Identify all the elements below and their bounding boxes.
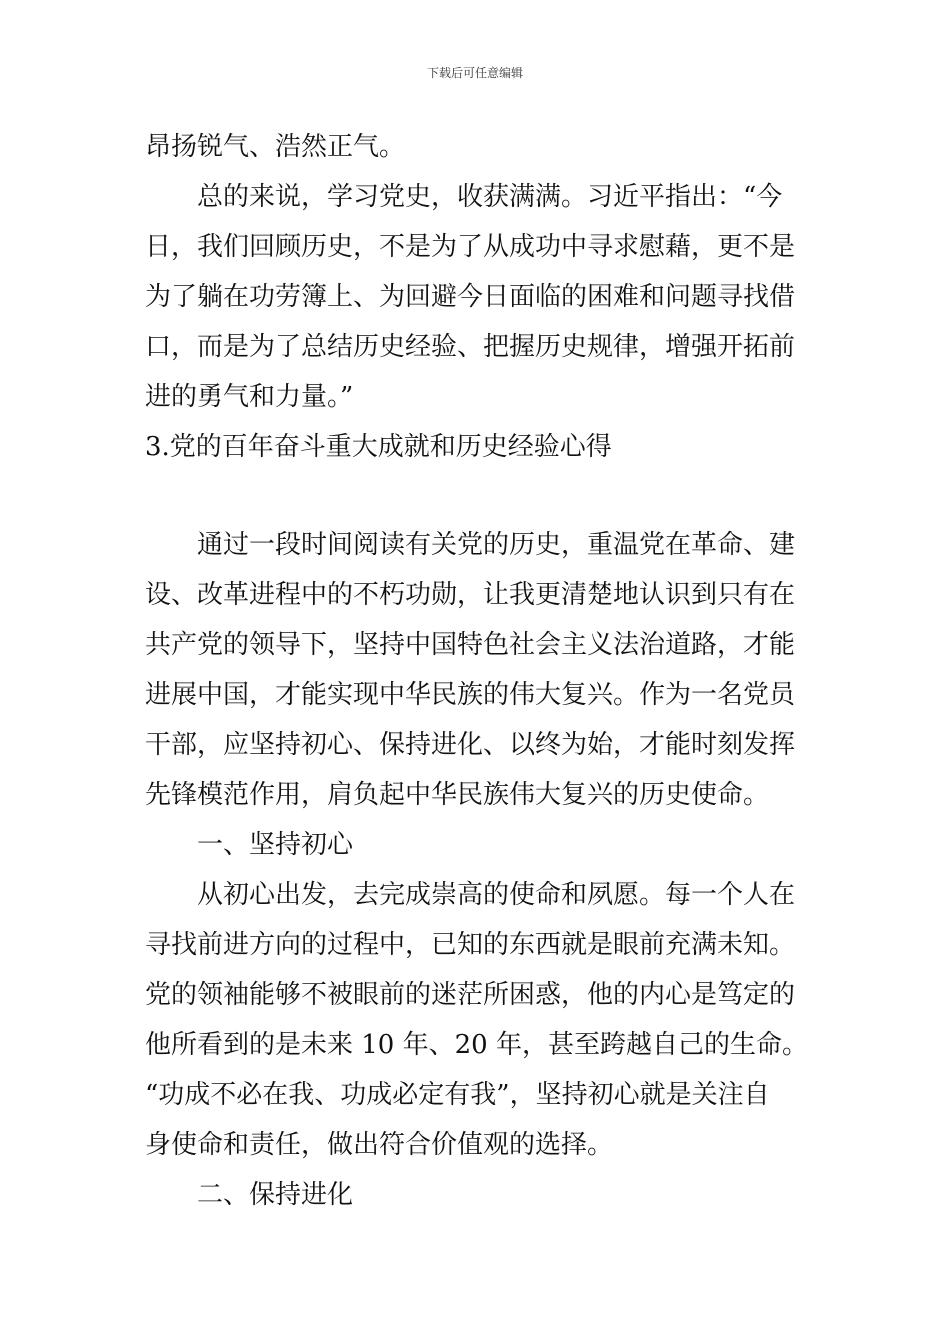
paragraph-one	[145, 870, 810, 1170]
summary-paragraph	[145, 172, 810, 422]
heading-two: 二、保持进化	[197, 1180, 354, 1210]
paragraph-line: 干部，应坚持初心、保持进化、以终为始，才能时刻发挥	[145, 730, 796, 760]
paragraph-line: 日，我们回顾历史，不是为了从成功中寻求慰藉，更不是	[145, 232, 796, 262]
page-header-note: 下载后可任意编辑	[426, 66, 523, 80]
paragraph-line: 共产党的领导下，坚持中国特色社会主义法治道路，才能	[145, 630, 796, 660]
paragraph-line: 口，而是为了总结历史经验、把握历史规律，增强开拓前	[145, 332, 796, 362]
paragraph-line: 进的勇气和力量。”	[145, 382, 354, 412]
blank-line	[145, 472, 810, 520]
paragraph-line: 他所看到的是未来 10 年、20 年，甚至跨越自己的生命。	[145, 1030, 808, 1060]
section-title: 3.党的百年奋斗重大成就和历史经验心得	[145, 432, 612, 462]
paragraph-line: 昂扬锐气、浩然正气。	[145, 132, 406, 162]
paragraph-line: “功成不必在我、功成必定有我”，坚持初心就是关注自	[145, 1080, 770, 1110]
heading-one: 一、坚持初心	[197, 830, 354, 860]
paragraph-line: 身使命和责任，做出符合价值观的选择。	[145, 1130, 614, 1160]
document-body	[145, 122, 810, 1220]
paragraph-line: 党的领袖能够不被眼前的迷茫所困惑，他的内心是笃定的	[145, 980, 796, 1010]
paragraph-line: 设、改革进程中的不朽功勋，让我更清楚地认识到只有在	[145, 580, 796, 610]
paragraph-line: 进展中国，才能实现中华民族的伟大复兴。作为一名党员	[145, 680, 796, 710]
paragraph-line: 先锋模范作用，肩负起中华民族伟大复兴的历史使命。	[145, 780, 770, 810]
paragraph-line: 寻找前进方向的过程中，已知的东西就是眼前充满未知。	[145, 930, 796, 960]
paragraph-line: 总的来说，学习党史，收获满满。习近平指出：“今	[197, 182, 783, 212]
paragraph-line: 从初心出发，去完成崇高的使命和夙愿。每一个人在	[197, 880, 796, 910]
paragraph-line: 为了躺在功劳簿上、为回避今日面临的困难和问题寻找借	[145, 282, 796, 312]
continuation-paragraph	[145, 122, 810, 172]
intro-paragraph	[145, 520, 810, 820]
paragraph-line: 通过一段时间阅读有关党的历史，重温党在革命、建	[197, 530, 796, 560]
